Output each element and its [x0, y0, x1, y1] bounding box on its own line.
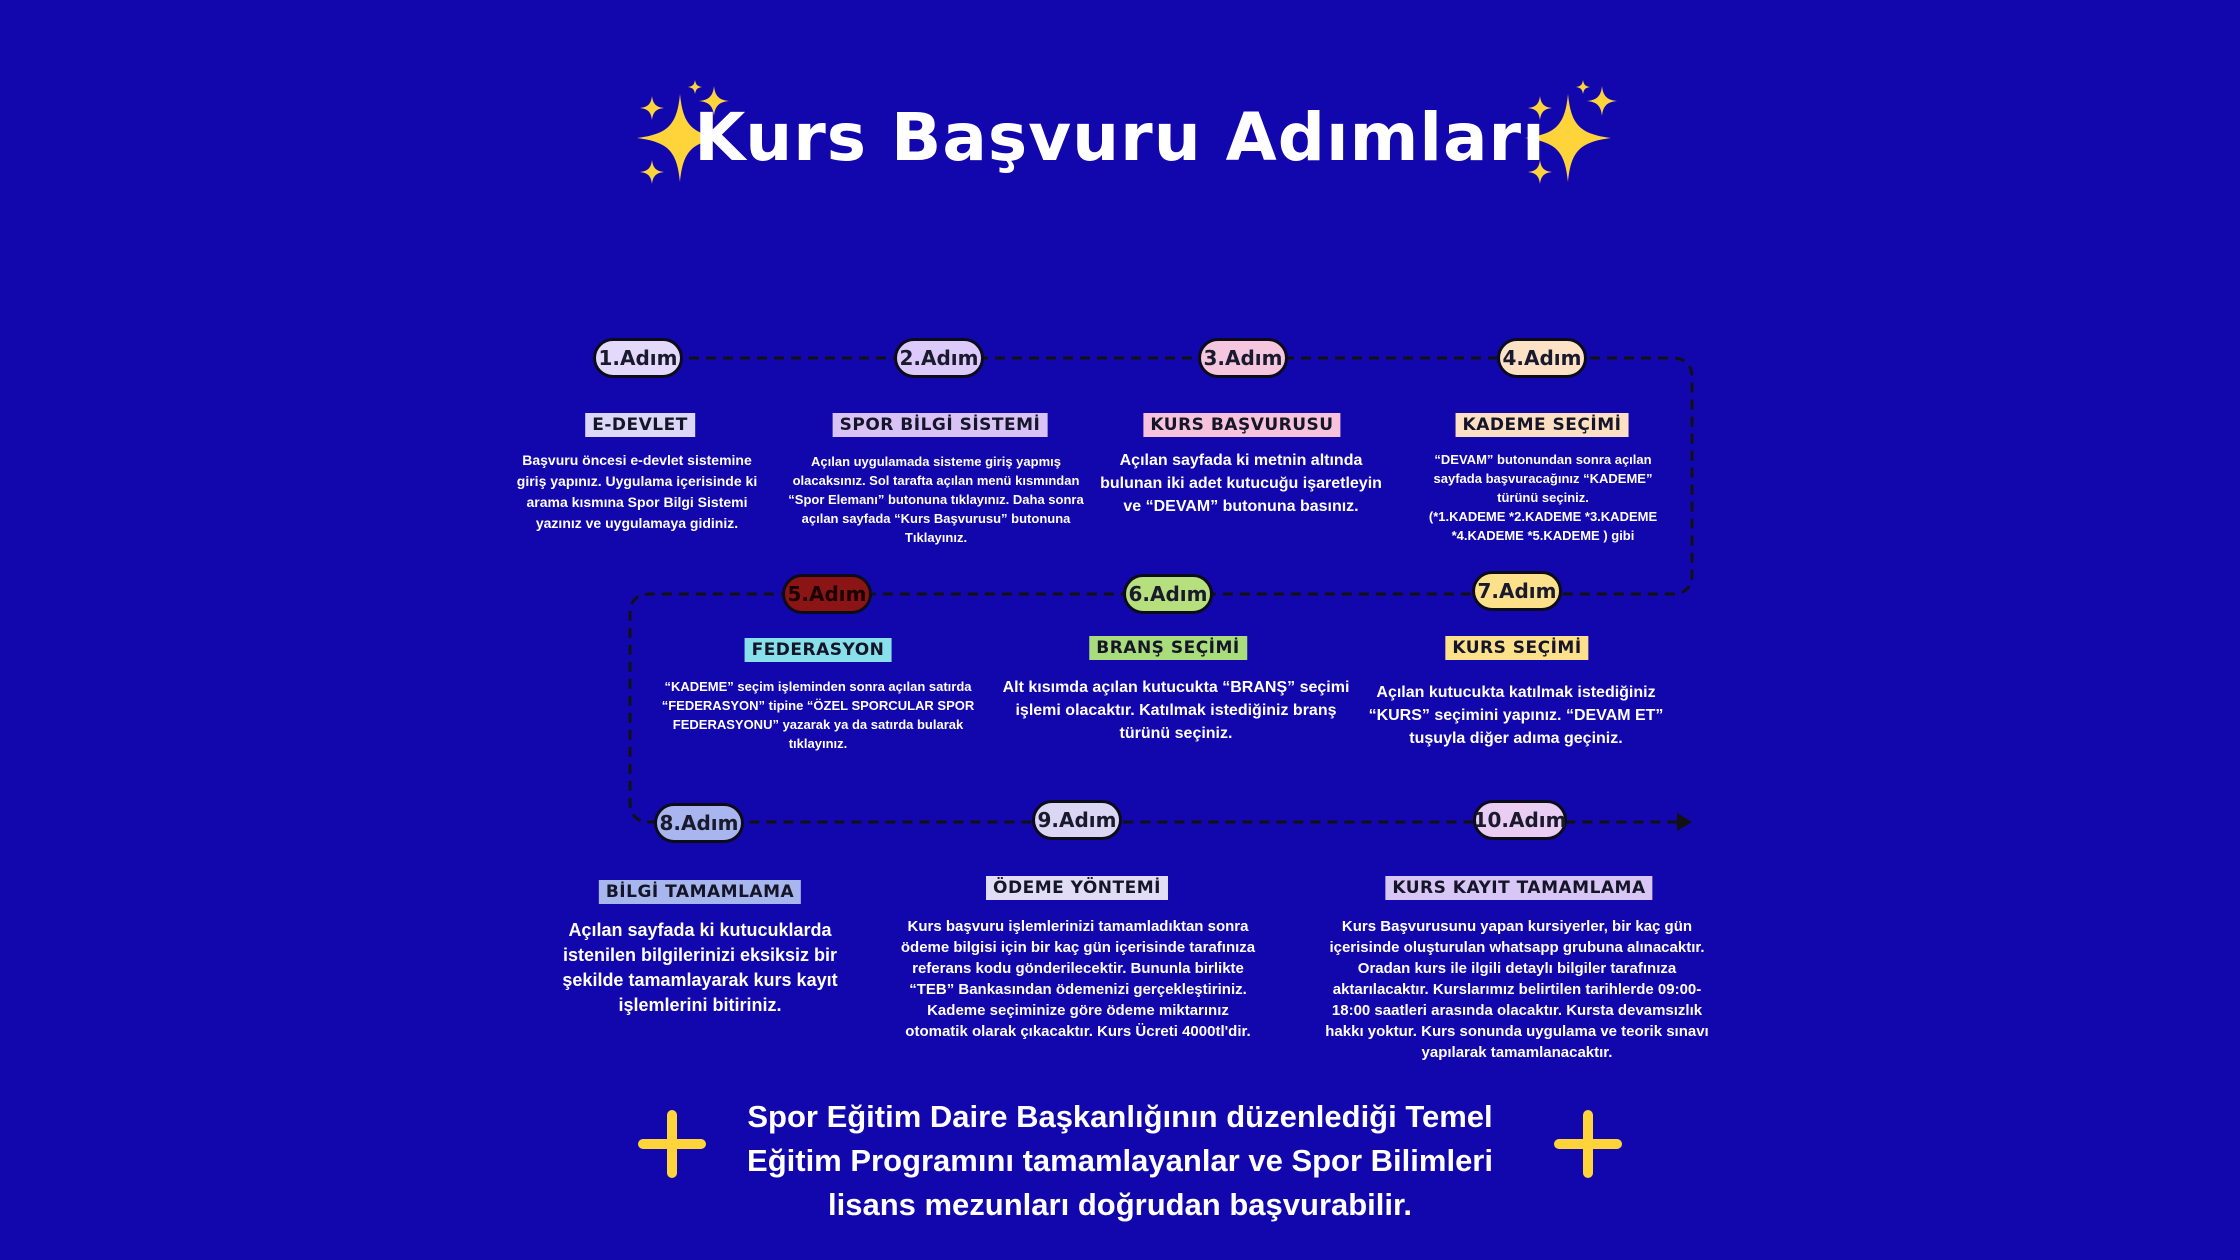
step-desc-6: Alt kısımda açılan kutucukta “BRANŞ” seçimi işlemi olacaktır. Katılmak istediğiniz branş türünü seçiniz. — [1002, 679, 1350, 742]
step-badge-3: 3.Adım — [1198, 338, 1288, 378]
step-desc-4: “DEVAM” butonundan sonra açılan sayfada başvuracağınız “KADEME” türünü seçiniz. (*1.KADEME *2.KADEME *3.KADEME *4.KADEME *5.KADEME ) gibi — [1428, 452, 1658, 543]
step-desc-10: Kurs Başvurusunu yapan kursiyerler, bir kaç gün içerisinde oluşturulan whatsapp grubuna alınacaktır. Oradan kurs ile ilgili detaylı bilgiler tarafınıza aktarılacaktır. Kurslarımız belirtilen tarihlerde 09:00- 18:00 saatleri arasında olacaktır. Kursta devamsızlık hakkı yoktur. Kurs sonunda uygulama ve teorik sınavı yapılarak tamamlanacaktır. — [1325, 918, 1709, 1061]
step-label-10: KURS KAYIT TAMAMLAMA — [1385, 876, 1652, 900]
step-label-6: BRANŞ SEÇİMİ — [1089, 636, 1247, 660]
step-desc-7: Açılan kutucukta katılmak istediğiniz “KURS” seçimini yapınız. “DEVAM ET” tuşuyla diğer adıma geçiniz. — [1368, 684, 1664, 747]
page-title: Kurs Başvuru Adımları — [694, 99, 1546, 176]
step-desc-8: Açılan sayfada ki kutucuklarda istenilen bilgilerinizi eksiksiz bir şekilde tamamlayarak kurs kayıt işlemlerini bitiriniz. — [562, 920, 838, 1015]
step-badge-9: 9.Adım — [1032, 800, 1122, 840]
step-badge-5: 5.Adım — [782, 574, 872, 614]
step-label-8: BİLGİ TAMAMLAMA — [599, 880, 801, 904]
step-desc-1: Başvuru öncesi e-devlet sistemine giriş yapınız. Uygulama içerisinde ki arama kısmına Spor Bilgi Sistemi yazınız ve uygulamaya gidiniz. — [516, 452, 758, 531]
step-label-4: KADEME SEÇİMİ — [1456, 413, 1629, 437]
step-badge-8: 8.Adım — [654, 803, 744, 843]
step-desc-5: “KADEME” seçim işleminden sonra açılan satırda “FEDERASYON” tipine “ÖZEL SPORCULAR SPOR FEDERASYONU” yazarak ya da satırda bularak tıklayınız. — [661, 679, 975, 751]
step-badge-4: 4.Adım — [1497, 338, 1587, 378]
step-label-9: ÖDEME YÖNTEMİ — [986, 876, 1168, 900]
step-badge-2: 2.Adım — [894, 338, 984, 378]
step-badge-10: 10.Adım — [1473, 800, 1567, 840]
step-desc-2: Açılan uygulamada sisteme giriş yapmış olacaksınız. Sol tarafta açılan menü kısmından “Spor Elemanı” butonuna tıklayınız. Daha sonra açılan sayfada “Kurs Başvurusu” butonuna Tıklayınız. — [788, 454, 1084, 545]
step-desc-3: Açılan sayfada ki metnin altında bulunan iki adet kutucuğu işaretleyin ve “DEVAM” butonuna basınız. — [1100, 452, 1382, 515]
step-label-5: FEDERASYON — [745, 638, 892, 662]
step-badge-7: 7.Adım — [1472, 571, 1562, 611]
step-label-1: E-DEVLET — [585, 413, 695, 437]
arrow-head — [1677, 813, 1692, 831]
step-badge-6: 6.Adım — [1123, 574, 1213, 614]
step-desc-9: Kurs başvuru işlemlerinizi tamamladıktan sonra ödeme bilgisi için bir kaç gün içerisinde tarafınıza referans kodu gönderilecektir. Bununla birlikte “TEB” Bankasından ödemenizi gerçekleştiriniz. Kademe seçiminize göre ödeme miktarınız otomatik olarak çıkacaktır. Kurs Ücreti 4000tl'dir. — [900, 918, 1256, 1040]
step-label-2: SPOR BİLGİ SİSTEMİ — [833, 413, 1048, 437]
footer-note: Spor Eğitim Daire Başkanlığının düzenlediği Temel Eğitim Programını tamamlayanlar ve Spor Bilimleri lisans mezunları doğrudan başvurabilir. — [747, 1099, 1493, 1222]
step-badge-1: 1.Adım — [593, 338, 683, 378]
step-label-7: KURS SEÇİMİ — [1445, 636, 1588, 660]
step-label-3: KURS BAŞVURUSU — [1143, 413, 1340, 437]
